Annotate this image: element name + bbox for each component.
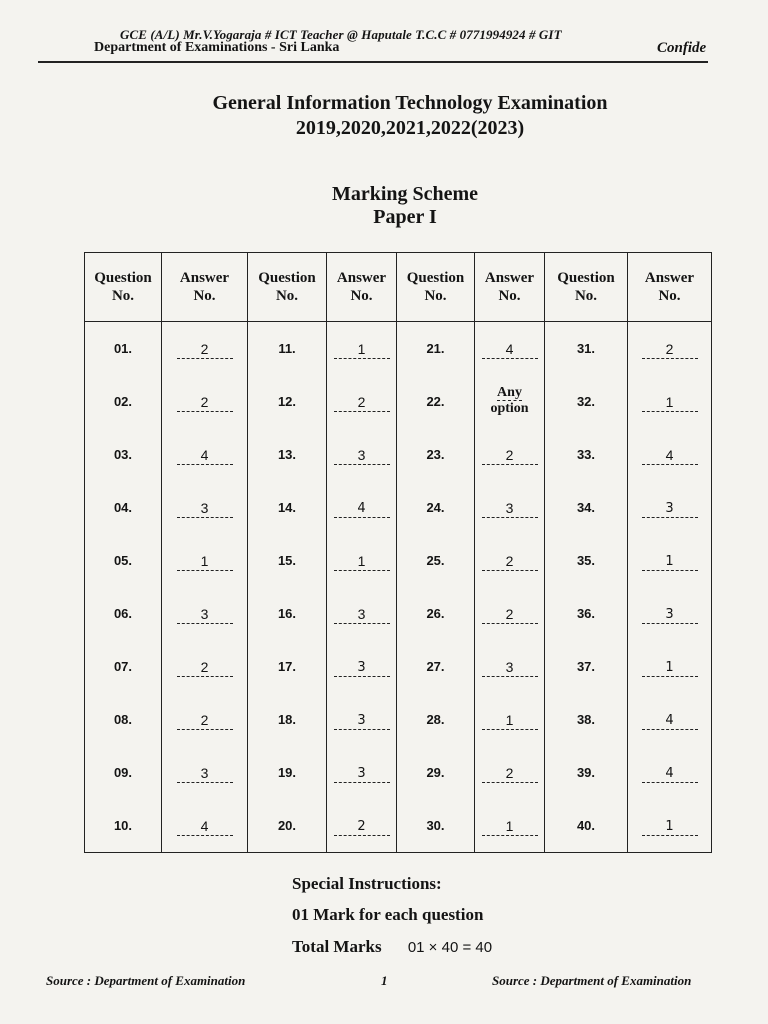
answer-value: 2 — [482, 555, 538, 571]
question-number: 16. — [248, 587, 327, 640]
answer-value-line: Any — [497, 385, 522, 400]
question-number: 15. — [248, 534, 327, 587]
answer-cell — [327, 746, 397, 799]
answer-cell — [327, 428, 397, 481]
answer-cell — [162, 746, 248, 799]
answer-cell — [162, 481, 248, 534]
question-number: 05. — [85, 534, 162, 587]
table-row — [85, 428, 712, 481]
answer-value: 2 — [177, 343, 233, 359]
answer-cell — [162, 534, 248, 587]
answer-cell — [327, 534, 397, 587]
question-number: 33. — [545, 428, 628, 481]
answer-value: 1 — [482, 820, 538, 836]
question-number: 14. — [248, 481, 327, 534]
question-number: 24. — [397, 481, 475, 534]
paper-heading: Paper I — [373, 206, 437, 228]
header-rule — [38, 61, 708, 63]
question-number: 31. — [545, 322, 628, 376]
answer-value: 2 — [482, 767, 538, 783]
answer-value: 1 — [642, 820, 698, 836]
answer-cell — [475, 375, 545, 428]
question-number: 39. — [545, 746, 628, 799]
header-department: Department of Examinations - Sri Lanka — [94, 40, 340, 55]
header-confidential: Confide — [657, 40, 707, 56]
header-answer-no: Answer No. — [475, 253, 545, 322]
answer-cell — [475, 481, 545, 534]
answer-value: 4 — [642, 714, 698, 730]
answer-cell — [628, 693, 712, 746]
answer-value: 2 — [177, 714, 233, 730]
answer-cell — [327, 481, 397, 534]
table-row — [85, 799, 712, 853]
page-title: General Information Technology Examination — [212, 92, 608, 114]
answer-cell — [162, 799, 248, 853]
answer-value: 3 — [177, 608, 233, 624]
answer-cell — [327, 693, 397, 746]
question-number: 08. — [85, 693, 162, 746]
answer-value: 3 — [177, 502, 233, 518]
answer-value-line: option — [490, 401, 529, 416]
question-number: 07. — [85, 640, 162, 693]
answer-cell — [162, 693, 248, 746]
answer-value: 4 — [334, 502, 390, 518]
table-row — [85, 640, 712, 693]
question-number: 06. — [85, 587, 162, 640]
answer-value: 1 — [334, 555, 390, 571]
answer-value: 1 — [482, 714, 538, 730]
answer-value: 2 — [482, 449, 538, 465]
special-instructions-heading: Special Instructions: — [292, 874, 442, 893]
question-number: 36. — [545, 587, 628, 640]
header-question-no: Question No. — [545, 253, 628, 322]
answer-cell — [628, 375, 712, 428]
question-number: 34. — [545, 481, 628, 534]
answer-cell — [628, 746, 712, 799]
answer-cell — [327, 640, 397, 693]
question-number: 18. — [248, 693, 327, 746]
question-number: 12. — [248, 375, 327, 428]
header-question-no: Question No. — [397, 253, 475, 322]
question-number: 37. — [545, 640, 628, 693]
answer-value: 2 — [177, 396, 233, 412]
answer-value — [482, 385, 538, 418]
answer-value: 3 — [482, 502, 538, 518]
answer-value: 2 — [334, 820, 390, 836]
table-row — [85, 587, 712, 640]
answer-cell — [628, 799, 712, 853]
page-title-years: 2019,2020,2021,2022(2023) — [295, 117, 525, 139]
answer-value: 3 — [334, 449, 390, 465]
question-number: 21. — [397, 322, 475, 376]
answer-cell — [162, 587, 248, 640]
question-number: 02. — [85, 375, 162, 428]
answer-cell — [475, 322, 545, 376]
question-number: 17. — [248, 640, 327, 693]
header-credit: GCE (A/L) Mr.V.Yogaraja # ICT Teacher @ Haputale T.C.C # 0771994924 # GIT — [120, 27, 562, 42]
answer-value: 2 — [177, 661, 233, 677]
answer-cell — [475, 428, 545, 481]
question-number: 22. — [397, 375, 475, 428]
question-number: 32. — [545, 375, 628, 428]
total-marks — [292, 937, 492, 957]
answer-cell — [327, 375, 397, 428]
question-number: 26. — [397, 587, 475, 640]
table-row — [85, 693, 712, 746]
footer-source-left: Source : Department of Examination — [46, 973, 246, 988]
header-question-no: Question No. — [85, 253, 162, 322]
question-number: 38. — [545, 693, 628, 746]
answer-value: 1 — [177, 555, 233, 571]
answer-cell — [628, 587, 712, 640]
answer-cell — [628, 640, 712, 693]
question-number: 19. — [248, 746, 327, 799]
answer-value: 4 — [642, 449, 698, 465]
question-number: 30. — [397, 799, 475, 853]
answer-cell — [327, 587, 397, 640]
answer-cell — [162, 428, 248, 481]
answer-cell — [628, 534, 712, 587]
answer-value: 4 — [177, 449, 233, 465]
question-number: 35. — [545, 534, 628, 587]
answer-value: 1 — [334, 343, 390, 359]
answer-value: 2 — [482, 608, 538, 624]
answer-value: 4 — [177, 820, 233, 836]
answer-cell — [327, 799, 397, 853]
answer-value: 3 — [334, 767, 390, 783]
table-header-row — [85, 253, 712, 322]
answer-value: 3 — [642, 502, 698, 518]
marking-scheme-heading: Marking Scheme — [331, 183, 479, 205]
answer-value: 1 — [642, 661, 698, 677]
answer-cell — [475, 799, 545, 853]
question-number: 04. — [85, 481, 162, 534]
question-number: 01. — [85, 322, 162, 376]
total-marks-calc: 01 × 40 = 40 — [407, 939, 493, 956]
answer-value: 3 — [177, 767, 233, 783]
header-answer-no: Answer No. — [162, 253, 248, 322]
question-number: 11. — [248, 322, 327, 376]
question-number: 40. — [545, 799, 628, 853]
header-question-no: Question No. — [248, 253, 327, 322]
table-row — [85, 322, 712, 376]
total-marks-label: Total Marks — [292, 937, 382, 956]
answer-value: 4 — [642, 767, 698, 783]
answer-cell — [475, 587, 545, 640]
question-number: 23. — [397, 428, 475, 481]
question-number: 13. — [248, 428, 327, 481]
answer-value: 3 — [334, 608, 390, 624]
answer-value: 3 — [642, 608, 698, 624]
question-number: 27. — [397, 640, 475, 693]
answer-value: 1 — [642, 396, 698, 412]
answer-value: 3 — [482, 661, 538, 677]
answer-value: 3 — [334, 714, 390, 730]
table-row — [85, 746, 712, 799]
table-row — [85, 375, 712, 428]
page-number: 1 — [381, 973, 388, 988]
header-answer-no: Answer No. — [628, 253, 712, 322]
answer-cell — [327, 322, 397, 376]
question-number: 20. — [248, 799, 327, 853]
question-number: 29. — [397, 746, 475, 799]
answer-cell — [628, 322, 712, 376]
question-number: 03. — [85, 428, 162, 481]
question-number: 10. — [85, 799, 162, 853]
marking-table — [84, 252, 712, 853]
header-answer-no: Answer No. — [327, 253, 397, 322]
answer-value: 2 — [334, 396, 390, 412]
answer-cell — [475, 534, 545, 587]
answer-cell — [162, 375, 248, 428]
question-number: 09. — [85, 746, 162, 799]
answer-value: 4 — [482, 343, 538, 359]
question-number: 25. — [397, 534, 475, 587]
footer-source-right: Source : Department of Examination — [492, 973, 692, 988]
answer-cell — [628, 428, 712, 481]
answer-value: 2 — [642, 343, 698, 359]
mark-per-question: 01 Mark for each question — [292, 905, 484, 924]
answer-value: 1 — [642, 555, 698, 571]
answer-cell — [475, 746, 545, 799]
table-row — [85, 481, 712, 534]
table-row — [85, 534, 712, 587]
answer-value: 3 — [334, 661, 390, 677]
answer-cell — [162, 640, 248, 693]
answer-cell — [628, 481, 712, 534]
question-number: 28. — [397, 693, 475, 746]
answer-cell — [475, 640, 545, 693]
answer-cell — [475, 693, 545, 746]
answer-cell — [162, 322, 248, 376]
